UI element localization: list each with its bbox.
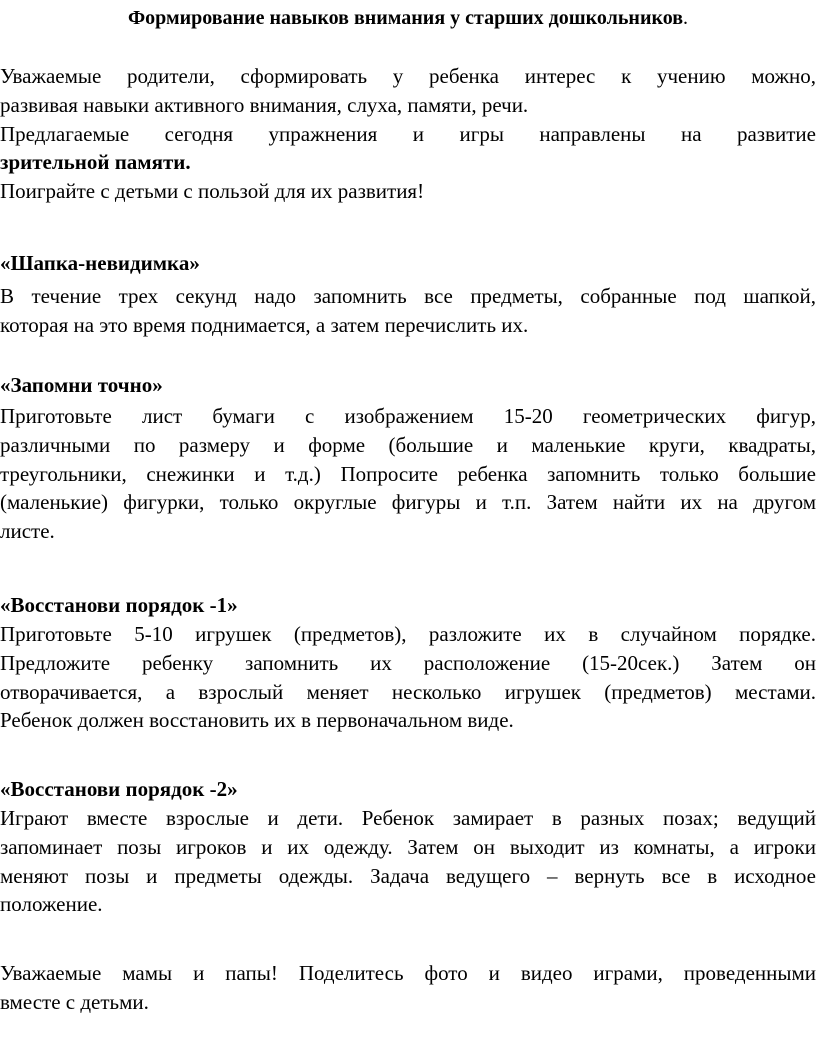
intro-line <box>0 148 816 177</box>
game-line: Ребенок должен восстановить их в первоначальном виде. <box>0 708 514 733</box>
game-line: Предложите ребенку запомнить их расположение (15-20сек.) Затем он <box>0 650 816 675</box>
intro-line: развивая навыки активного внимания, слуха, памяти, речи. <box>0 92 529 117</box>
game-line: Приготовьте 5-10 игрушек (предметов), разложите их в случайном порядке. <box>0 622 816 646</box>
game-line: Приготовьте лист бумаги с изображением 15-20 геометрических фигур, <box>0 404 816 428</box>
intro-closing: Поиграйте с детьми с пользой для их развития! <box>0 179 425 204</box>
game-line: (маленькие) фигурки, только округлые фигуры и т.п. Затем найти их на другом <box>0 490 816 515</box>
game-line: запоминает позы игроков и их одежду. Затем он выходит из комнаты, а игроки <box>0 834 816 859</box>
game-title-poryadok-2: «Восстанови порядок -2» <box>0 777 238 801</box>
game-line: различными по размеру и форме (большие и маленькие круги, квадраты, <box>0 432 816 457</box>
game-line: Играют вместе взрослые и дети. Ребенок замирает в разных позах; ведущий <box>0 806 816 830</box>
intro-line: Предлагаемые сегодня упражнения и игры направлены на развитие <box>0 121 816 146</box>
game-description-poryadok-2 <box>0 804 816 919</box>
game-line: положение. <box>0 892 103 917</box>
outro-paragraph <box>0 959 816 1017</box>
game-line: которая на это время поднимается, а затем перечислить их. <box>0 312 529 337</box>
game-line: В течение трех секунд надо запомнить все предметы, собранные под шапкой, <box>0 284 816 308</box>
outro-line: вместе с детьми. <box>0 989 149 1014</box>
title-period: . <box>683 7 689 29</box>
game-line: меняют позы и предметы одежды. Задача ведущего – вернуть все в исходное <box>0 863 816 888</box>
game-line: треугольники, снежинки и т.д.) Попросите ребенка запомнить только большие <box>0 461 816 486</box>
outro-line: Уважаемые мамы и папы! Поделитесь фото и видео играми, проведенными <box>0 961 816 985</box>
game-title-shapka: «Шапка-невидимка» <box>0 251 200 275</box>
game-description-shapka <box>0 282 816 340</box>
game-title-poryadok-1: «Восстанови порядок -1» <box>0 593 238 617</box>
game-description-poryadok-1 <box>0 620 816 735</box>
game-line: отворачивается, а взрослый меняет несколько игрушек (предметов) местами. <box>0 679 816 704</box>
intro-paragraph <box>0 62 816 206</box>
document-title <box>0 6 816 30</box>
game-description-zapomni <box>0 402 816 546</box>
game-title-zapomni: «Запомни точно» <box>0 373 163 397</box>
intro-line: Уважаемые родители, сформировать у ребенка интерес к учению можно, <box>0 64 816 88</box>
game-line: листе. <box>0 519 55 544</box>
intro-bold-phrase: зрительной памяти. <box>0 150 191 175</box>
title-text: Формирование навыков внимания у старших дошкольников <box>127 7 684 29</box>
